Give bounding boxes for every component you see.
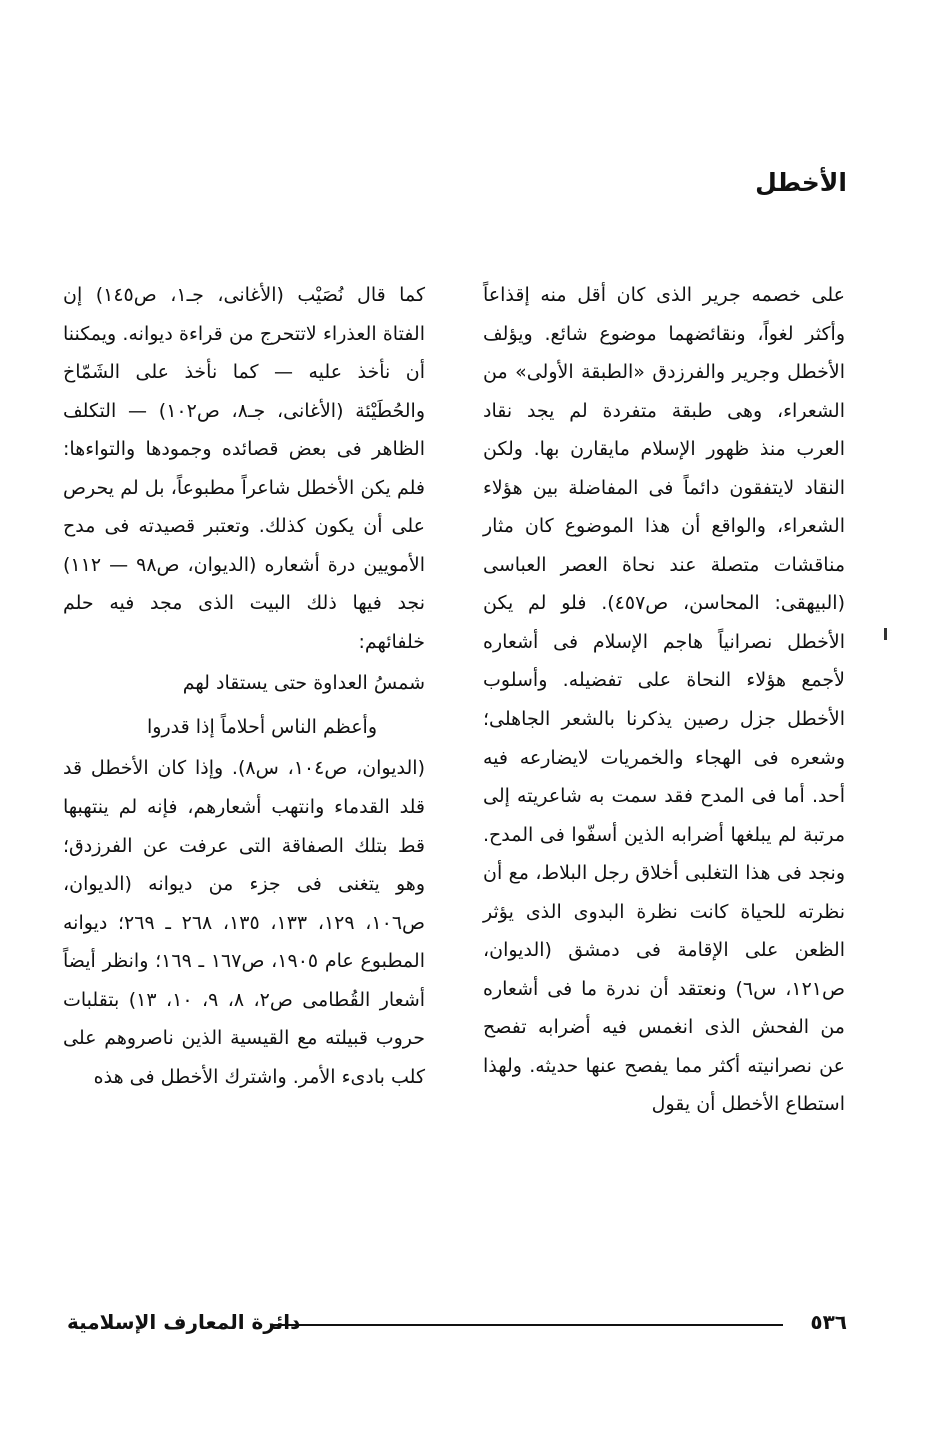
verse-line-second-hemistich: وأعظم الناس أحلاماً إذا قدروا xyxy=(147,716,377,739)
publication-title: دائرة المعارف الإسلامية xyxy=(67,1310,301,1334)
page-footer xyxy=(67,1310,847,1340)
left-column xyxy=(63,276,425,1096)
footer-rule xyxy=(271,1324,783,1326)
body-paragraph: كما قال نُصَيْب (الأغانى، جـ١، ص١٤٥) إن الفتاة العذراء لاتتحرج من قراءة ديوانه. ويمكننا أن نأخذ عليه — كما نأخذ على الشَمّاخ والحُطَيْئة (الأغانى، جـ٨، ص١٠٢) — التكلف الظاهر فى بعض قصائده وجمودها والتواءها: فلم يكن الأخطل شاعراً مطبوعاً، بل لم يحرص على أن يكون كذلك. وتعتبر قصيدته فى مدح الأمويين درة أشعاره (الديوان، ص٩٨ — ١١٢) نجد فيها ذلك البيت الذى مجد فيه حلم خلفائهم: xyxy=(63,284,425,653)
running-head: الأخطل xyxy=(755,168,847,197)
body-paragraph: على خصمه جرير الذى كان أقل منه إقذاعاً وأكثر لغواً، ونقائضهما موضوع شائع. ويؤلف الأخطل وجرير والفرزدق «الطبقة الأولى» من الشعراء، وهى طبقة متفردة لم يجد نقاد العرب منذ ظهور الإسلام مايقارن بها. ولكن النقاد لايتفقون دائماً فى المفاضلة بين هؤلاء الشعراء، والواقع أن هذا الموضوع كان مثار مناقشات متصلة عند نحاة العصر العباسى (البيهقى: المحاسن، ص٤٥٧). فلو لم يكن الأخطل نصرانياً هاجم الإسلام فى أشعاره لأجمع هؤلاء النحاة على تفضيله. وأسلوب الأخطل جزل رصين يذكرنا بالشعر الجاهلى؛ وشعره فى الهجاء والخمريات لايضارعه فيه أحد. أما فى المدح فقد سمت به شاعريته إلى مرتبة لم يبلغها أضرابه الذين أسفّوا فى المدح. ونجد فى هذا التغلبى أخلاق رجل البلاط، مع أن نظرته للحياة كانت نظرة البدوى الذى يؤثر الظعن على الإقامة فى دمشق (الديوان، ص١٢١، س٦) ونعتقد أن ندرة ما فى أشعاره من الفحش الذى انغمس فيه أضرابه تفصح عن نصرانيته أكثر مما يفصح عنها حديثه. ولهذا استطاع الأخطل أن يقول xyxy=(483,284,846,1116)
page-number: ٥٣٦ xyxy=(810,1310,847,1334)
right-column xyxy=(483,276,845,1124)
verse-line-first-hemistich: شمسُ العداوة حتى يستقاد لهم xyxy=(182,672,425,695)
body-paragraph: (الديوان، ص١٠٤، س٨). وإذا كان الأخطل قد قلد القدماء وانتهب أشعارهم، فإنه لم ينتهبها قط بتلك الصفاقة التى عرفت عن الفرزدق؛ وهو يتغنى فى جزء من ديوانه (الديوان، ص١٠٦، ١٢٩، ١٣٣، ١٣٥، ٢٦٨ ـ ٢٦٩؛ ديوانه المطبوع عام ١٩٠٥، ص١٦٧ ـ ١٦٩؛ وانظر أيضاً أشعار القُطامى ص٢، ٨، ٩، ١٠، ١٣) بتقلبات حروب قبيلته مع القيسية الذين ناصروهم على كلب بادىء الأمر. واشترك الأخطل فى هذه xyxy=(63,757,426,1088)
margin-mark xyxy=(884,628,887,640)
